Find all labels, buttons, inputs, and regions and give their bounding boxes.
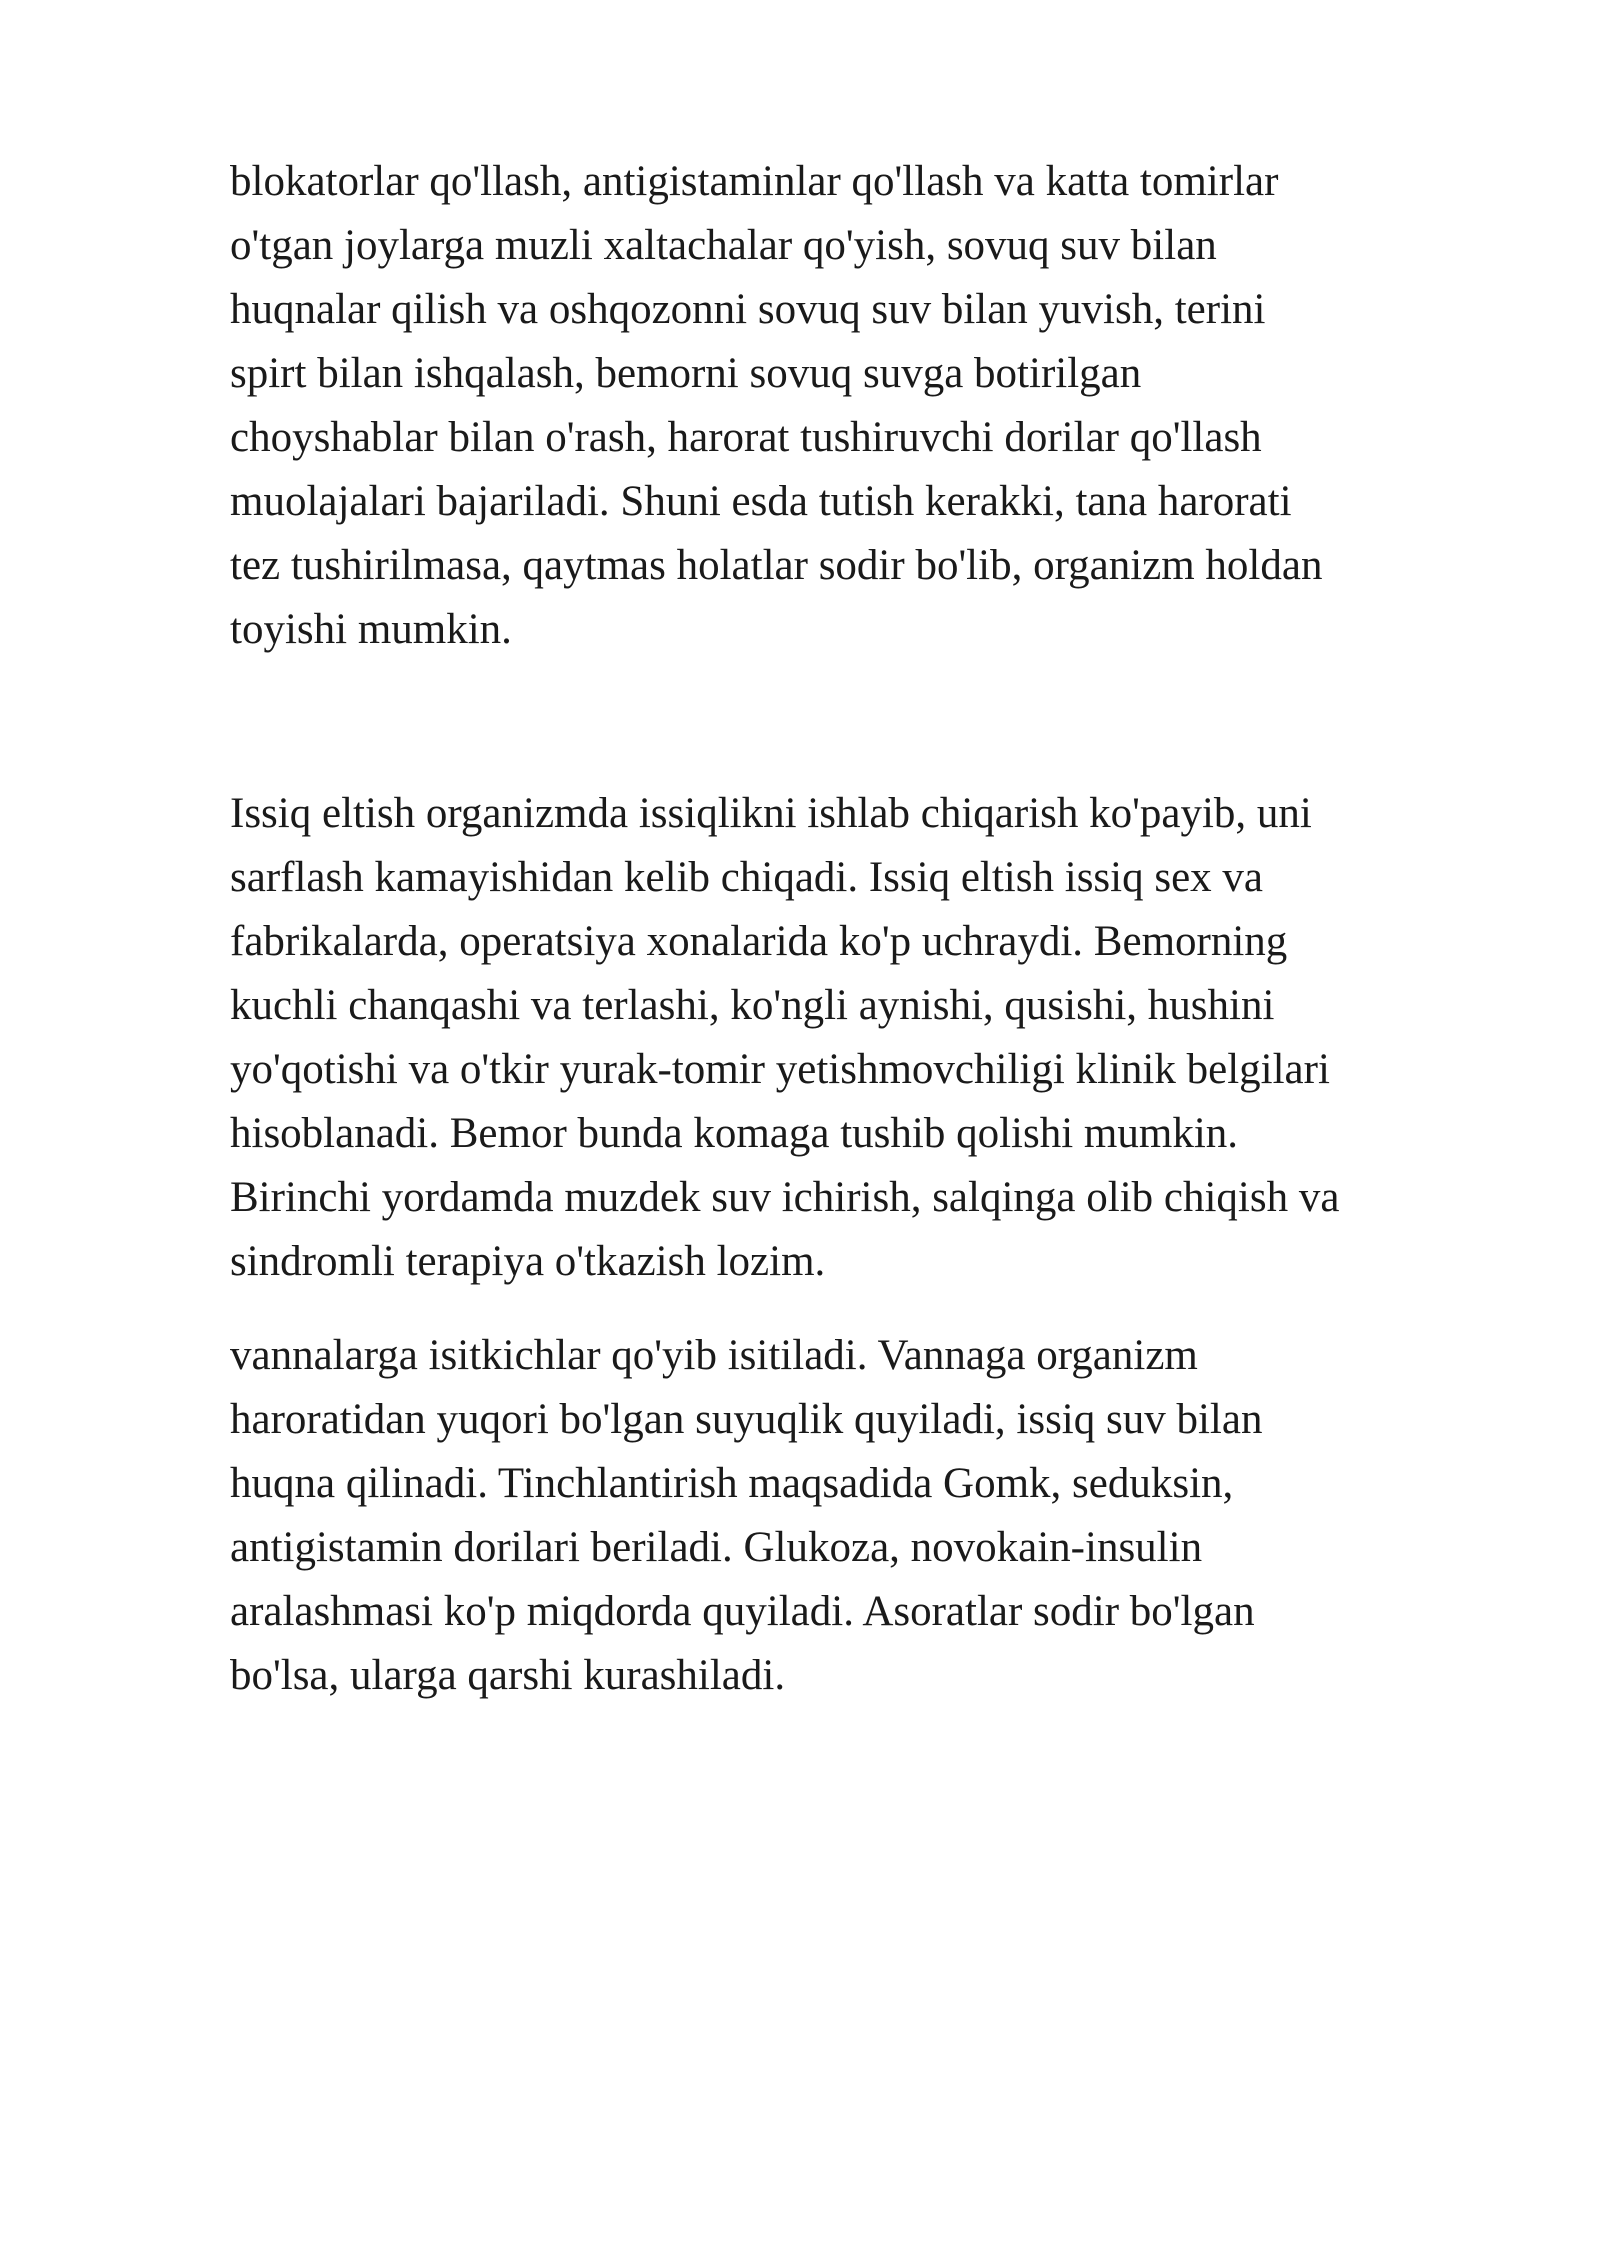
paragraph-3: vannalarga isitkichlar qo'yib isitiladi. Vannaga organizm haroratidan yuqori bo'lgan suyuqlik quyiladi, issiq suv bilan huqna qilinadi. Tinchlantirish maqsadida Gomk, seduksin, antigistamin dorilari beriladi. Glukoza, novokain-insulin aralashmasi ko'p miqdorda quyiladi. Asoratlar sodir bo'lgan bo'lsa, ularga qarshi kurashiladi. (230, 1332, 1263, 1699)
paragraph-1: blokatorlar qo'llash, antigistaminlar qo'llash va katta tomirlar o'tgan joylarga muzli xaltachalar qo'yish, sovuq suv bilan huqnalar qilish va oshqozonni sovuq suv bilan yuvish, terini spirt bilan ishqalash, bemorni sovuq suvga botirilgan choyshablar bilan o'rash, harorat tushiruvchi dorilar qo'llash muolajalari bajariladi. Shuni esda tutish kerakki, tana harorati tez tushirilmasa, qaytmas holatlar sodir bo'lib, organizm holdan toyishi mumkin. (230, 158, 1323, 653)
paragraph-2: Issiq eltish organizmda issiqlikni ishlab chiqarish ko'payib, uni sarflash kamayishidan kelib chiqadi. Issiq eltish issiq sex va fabrikalarda, operatsiya xonalarida ko'p uchraydi. Bemorning kuchli chanqashi va terlashi, ko'ngli aynishi, qusishi, hushini yo'qotishi va o'tkir yurak-tomir yetishmovchiligi klinik belgilari hisoblanadi. Bemor bunda komaga tushib qolishi mumkin. Birinchi yordamda muzdek suv ichirish, salqinga olib chiqish va sindromli terapiya o'tkazish lozim. (230, 790, 1340, 1285)
